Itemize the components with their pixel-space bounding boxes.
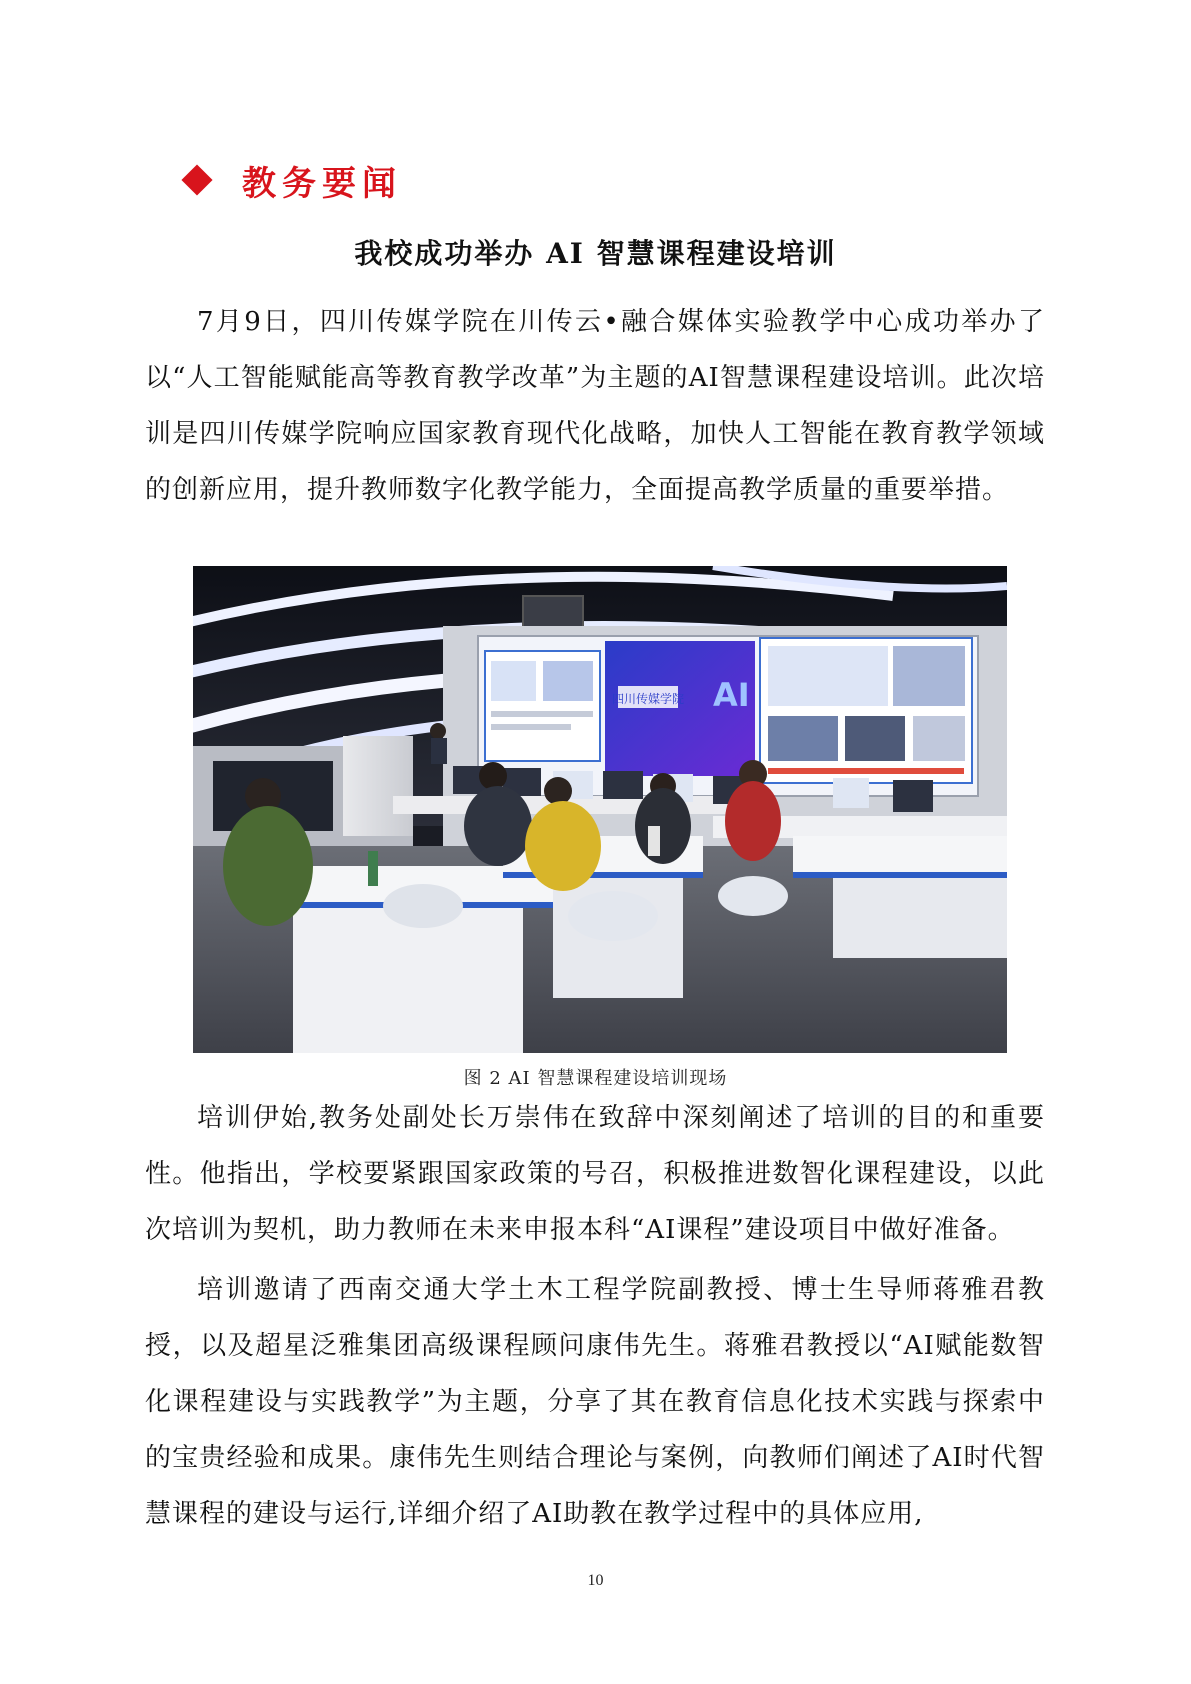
training-photo	[193, 566, 1007, 1053]
figure-caption: 图 2 AI 智慧课程建设培训现场	[463, 1068, 728, 1089]
section-header	[180, 150, 402, 210]
article-title: 我校成功举办 AI 智慧课程建设培训	[354, 237, 837, 270]
paragraph-opening: 培训伊始,教务处副处长万崇伟在致辞中深刻阐述了培训的目的和重要性。他指出，学校要紧跟国家政策的号召，积极推进数智化课程建设，以此次培训为契机，助力教师在未来申报本科“AI课程”建设项目中做好准备。	[145, 1103, 1045, 1245]
paragraph-intro: 7月9日，四川传媒学院在川传云•融合媒体实验教学中心成功举办了以“人工智能赋能高等教育教学改革”为主题的AI智慧课程建设培训。此次培训是四川传媒学院响应国家教育现代化战略，加快人工智能在教育教学领域的创新应用，提升教师数字化教学能力，全面提高教学质量的重要举措。	[145, 307, 1045, 505]
page-number: 10	[587, 1572, 604, 1589]
section-title: 教务要闻	[242, 163, 402, 204]
screen-label: 四川传媒学院	[611, 692, 685, 706]
diamond-bullet-icon	[181, 164, 212, 195]
paragraph-speakers: 培训邀请了西南交通大学土木工程学院副教授、博士生导师蒋雅君教授，以及超星泛雅集团高级课程顾问康伟先生。蒋雅君教授以“AI赋能数智化课程建设与实践教学”为主题，分享了其在教育信息化技术实践与探索中的宝贵经验和成果。康伟先生则结合理论与案例，向教师们阐述了AI时代智慧课程的建设与运行,详细介绍了AI助教在教学过程中的具体应用,	[145, 1275, 1045, 1529]
svg-text:AI: AI	[713, 676, 750, 714]
